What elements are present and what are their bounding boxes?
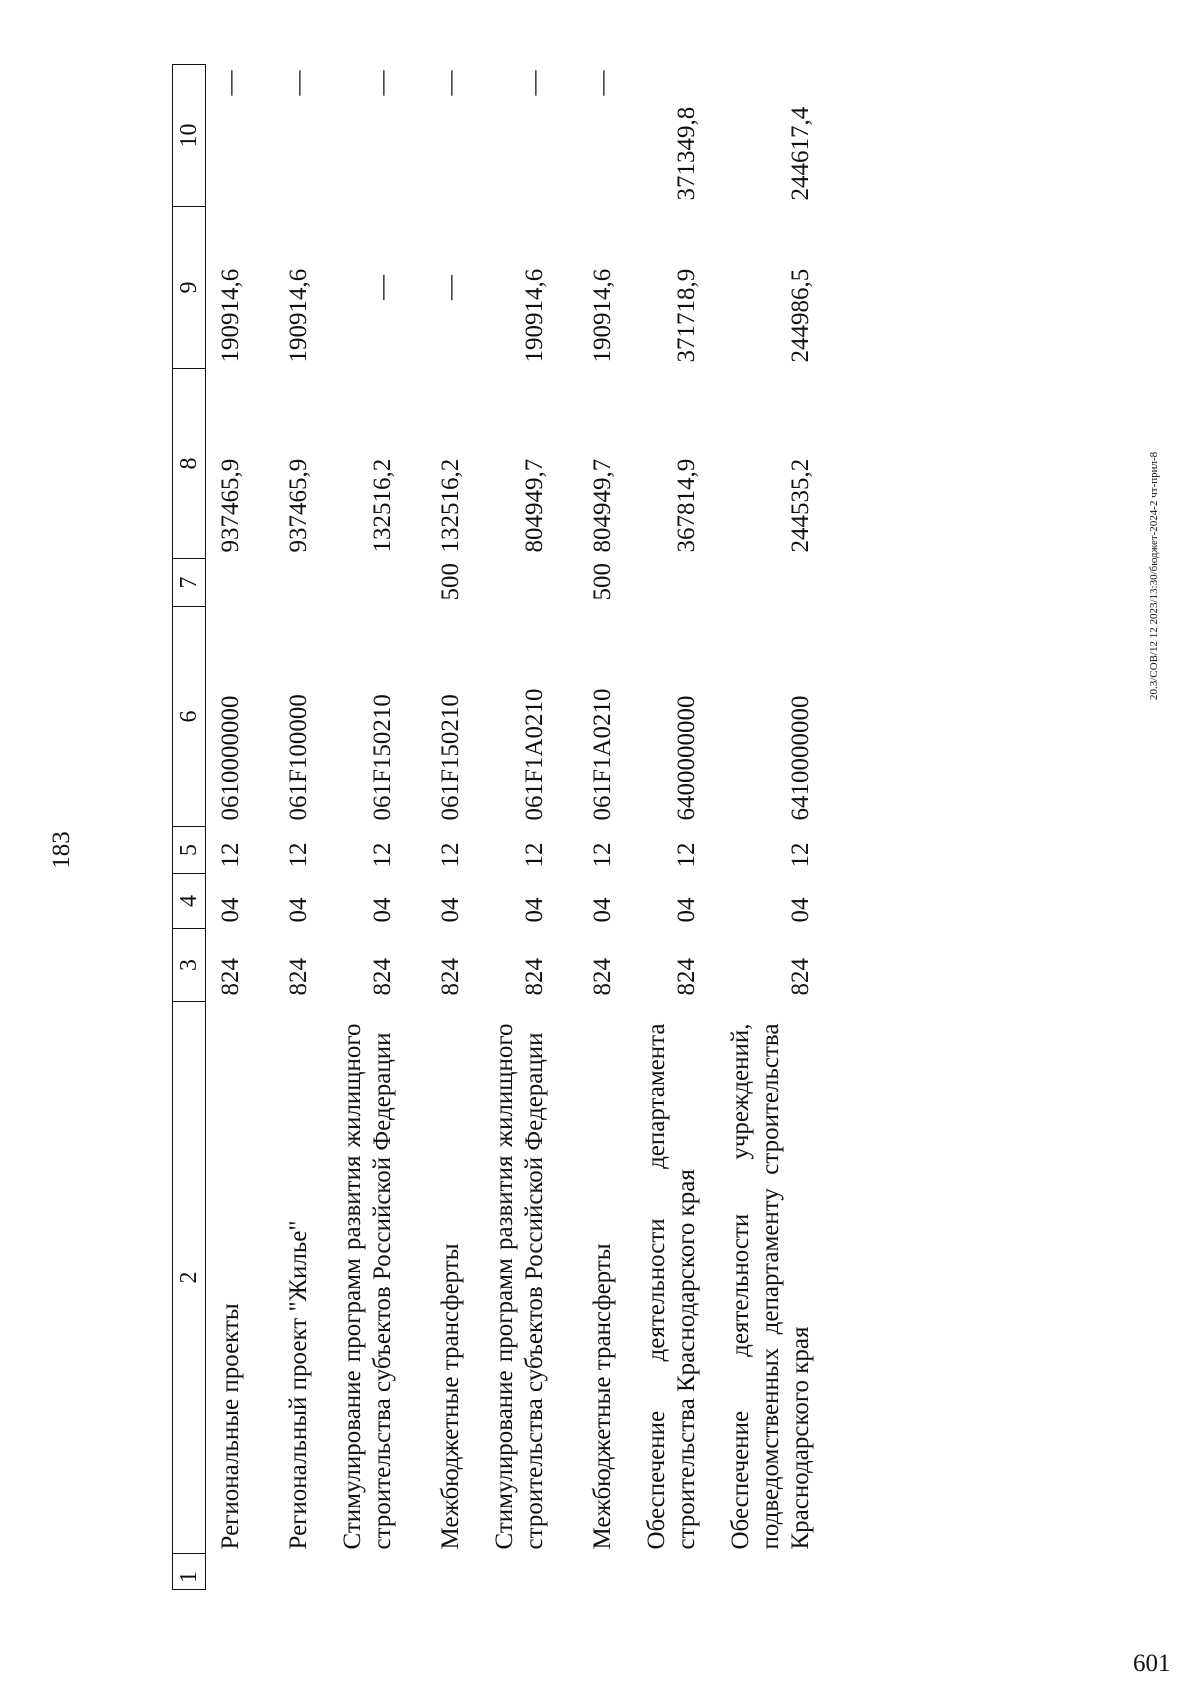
header-col-3: 3 <box>173 929 206 1002</box>
row-c4: 04 <box>589 897 616 923</box>
row-c6: 6410000000 <box>787 695 814 821</box>
row-c3: 824 <box>217 958 244 996</box>
header-col-6: 6 <box>173 607 206 827</box>
row-c9: 190914,6 <box>217 268 244 363</box>
header-col-2: 2 <box>176 1271 202 1284</box>
row-c5: 12 <box>369 842 396 868</box>
row-c5: 12 <box>589 842 616 868</box>
row-c9: — <box>369 275 396 300</box>
row-c6: 061F150210 <box>437 694 464 821</box>
row-c7: 500 <box>589 563 616 601</box>
row-c3: 824 <box>285 958 312 996</box>
row-name: Межбюджетные трансферты <box>437 1243 464 1550</box>
row-name: Стимулирование программ развития жилищного строительства субъектов Российской Федерации <box>339 1023 396 1550</box>
row-c8: 937465,9 <box>217 458 244 553</box>
row-c7 <box>702 559 816 607</box>
row-c5: 12 <box>787 842 814 868</box>
header-col-1-2 <box>173 1002 206 1590</box>
row-c3: 824 <box>369 958 396 996</box>
row-c7 <box>466 559 550 607</box>
row-c7 <box>314 559 398 607</box>
row-c9: — <box>437 275 464 300</box>
row-c10: — <box>369 70 396 96</box>
row-c4: 04 <box>369 897 396 923</box>
row-c4: 04 <box>285 897 312 923</box>
table-row <box>702 65 816 1590</box>
header-col-7: 7 <box>173 559 206 607</box>
row-c6: 061F150210 <box>369 694 396 821</box>
row-c7 <box>618 559 702 607</box>
row-c3: 824 <box>521 958 548 996</box>
row-c3: 824 <box>673 958 700 996</box>
row-c10: — <box>217 70 244 96</box>
row-c10: — <box>285 70 312 96</box>
row-c7 <box>246 559 314 607</box>
header-col-1: 1 <box>173 1553 205 1589</box>
row-c8: 937465,9 <box>285 458 312 553</box>
row-c9: 190914,6 <box>589 268 616 363</box>
row-name: Обеспечение деятельности учреждений, подведомственных департаменту строительства Краснодарского края <box>727 1023 814 1550</box>
row-c4: 04 <box>437 897 464 923</box>
row-c3: 824 <box>787 958 814 996</box>
row-c10: 371349,8 <box>673 106 700 201</box>
document-code: 20.3/СОВ/12 12 2023/13:30/бюджет-2024-2 чт-прил-8 <box>1148 451 1160 700</box>
row-c7: 500 <box>437 563 464 601</box>
row-c10: — <box>589 70 616 96</box>
row-c10: 244617,4 <box>787 106 814 201</box>
table-row <box>618 65 702 1590</box>
row-c6: 061F1A0210 <box>589 688 616 821</box>
row-c6: 0610000000 <box>217 695 244 821</box>
row-c4: 04 <box>787 897 814 923</box>
header-col-5: 5 <box>173 827 206 874</box>
row-c6: 061F100000 <box>285 694 312 821</box>
row-c8: 367814,9 <box>673 458 700 553</box>
row-c4: 04 <box>521 897 548 923</box>
table-row <box>398 65 466 1590</box>
header-col-8: 8 <box>173 369 206 559</box>
row-c3: 824 <box>589 958 616 996</box>
row-c7 <box>206 559 247 607</box>
row-c5: 12 <box>673 842 700 868</box>
row-c5: 12 <box>285 842 312 868</box>
row-c8: 132516,2 <box>437 458 464 553</box>
row-c5: 12 <box>217 842 244 868</box>
row-c8: 244535,2 <box>787 458 814 553</box>
header-col-10: 10 <box>173 65 206 207</box>
row-c3: 824 <box>437 958 464 996</box>
row-name: Региональные проекты <box>217 1303 244 1550</box>
table-row <box>206 65 247 1590</box>
table-row <box>314 65 398 1590</box>
row-c9: 371718,9 <box>673 268 700 363</box>
row-c9: 244986,5 <box>787 268 814 363</box>
row-c8: 804949,7 <box>521 458 548 553</box>
row-c8: 132516,2 <box>369 458 396 553</box>
folio-number: 601 <box>1133 1650 1171 1677</box>
header-row <box>173 65 206 1590</box>
row-c4: 04 <box>673 897 700 923</box>
page-number: 183 <box>48 831 75 869</box>
row-name: Стимулирование программ развития жилищного строительства субъектов Российской Федерации <box>491 1023 548 1550</box>
header-col-9: 9 <box>173 207 206 369</box>
table-row <box>246 65 314 1590</box>
row-name: Межбюджетные трансферты <box>589 1243 616 1550</box>
row-c6: 061F1A0210 <box>521 688 548 821</box>
table-row <box>550 65 618 1590</box>
budget-table <box>172 64 816 1590</box>
row-c10: — <box>437 70 464 96</box>
row-name: Региональный проект "Жилье" <box>285 1220 312 1550</box>
row-c6: 6400000000 <box>673 695 700 821</box>
row-name: Обеспечение деятельности департамента строительства Краснодарского края <box>643 1023 700 1550</box>
row-c9: 190914,6 <box>285 268 312 363</box>
row-c5: 12 <box>521 842 548 868</box>
table-row <box>466 65 550 1590</box>
header-col-4: 4 <box>173 874 206 929</box>
row-c8: 804949,7 <box>589 458 616 553</box>
row-c9: 190914,6 <box>521 268 548 363</box>
row-c5: 12 <box>437 842 464 868</box>
row-c4: 04 <box>217 897 244 923</box>
row-c10: — <box>521 70 548 96</box>
